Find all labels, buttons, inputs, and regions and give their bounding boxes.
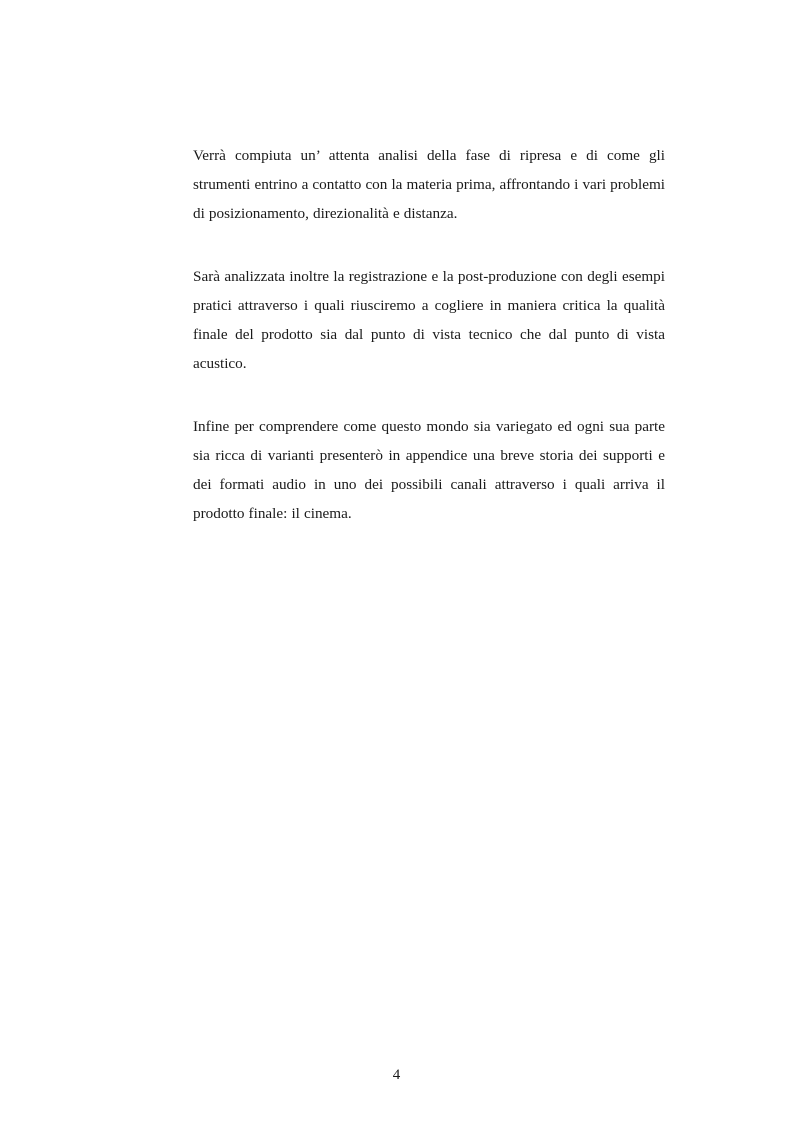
body-text xyxy=(193,141,665,562)
page-number: 4 xyxy=(392,1067,401,1083)
paragraph-intro: Verrà compiuta un’ attenta analisi della fase di ripresa e di come gli strumenti entrino a contatto con la materia prima, affrontando i vari problemi di posizionamento, direzionalità e distanza. xyxy=(193,147,665,222)
paragraph-appendix: Infine per comprendere come questo mondo sia variegato ed ogni sua parte sia ricca di varianti presenterò in appendice una breve storia dei supporti e dei formati audio in uno dei possibili canali attraverso i quali arriva il prodotto finale: il cinema. xyxy=(193,418,665,522)
paragraph-registration: Sarà analizzata inoltre la registrazione e la post-produzione con degli esempi pratici attraverso i quali riusciremo a cogliere in maniera critica la qualità finale del prodotto sia dal punto di vista tecnico che dal punto di vista acustico. xyxy=(193,268,665,372)
